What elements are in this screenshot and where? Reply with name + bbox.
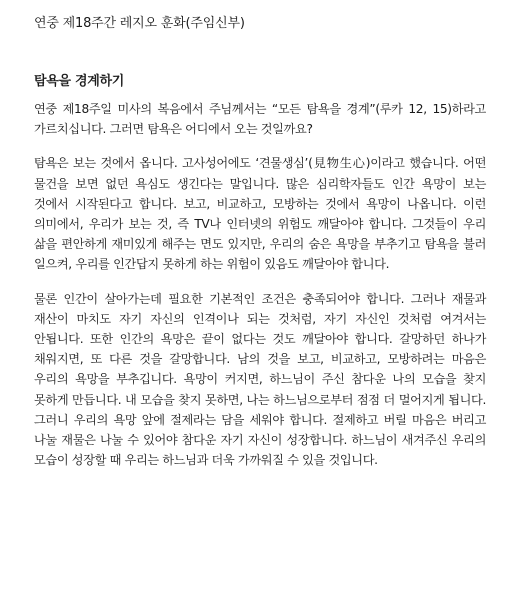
document-header: 연중 제18주간 레지오 훈화(주임신부) (34, 16, 245, 31)
paragraph-2: 탐욕은 보는 것에서 옵니다. 고사성어에도 ‘견물생심’(見物生心)이라고 했습니다. 어떤 물건을 보면 없던 욕심도 생긴다는 말입니다. 많은 심리학자들도 인간 욕망이 보는 것에서 시작된다고 합니다. 보고, 비교하고, 모방하는 것에서 욕망이 나옵니다. 이런 의미에서, 우리가 보는 것, 즉 TV나 인터넷의 위험도 깨달아야 합니다. 그것들이 우리 삶을 편안하게 재미있게 해주는 면도 있지만, 우리의 숨은 욕망을 부추기고 탐욕을 불러 일으켜, 우리를 인간답지 못하게 하는 위험이 있음도 깨달아야 합니다. (34, 156, 486, 272)
paragraph-3: 물론 인간이 살아가는데 필요한 기본적인 조건은 충족되어야 합니다. 그러나 재물과 재산이 마치도 자기 자신의 인격이나 되는 것처럼, 자기 자신인 것처럼 여겨서는 안됩니다. 또한 인간의 욕망은 끝이 없다는 것도 깨달아야 합니다. 갈망하던 하나가 채워지면, 또 다른 것을 갈망합니다. 남의 것을 보고, 비교하고, 모방하려는 마음은 우리의 욕망을 부추깁니다. 욕망이 커지면, 하느님이 주신 참다운 나의 모습을 찾지 못하게 만듭니다. 내 모습을 찾지 못하면, 나는 하느님으로부터 점점 더 멀어지게 됩니다. 그러니 우리의 욕망 앞에 절제라는 담을 세워야 합니다. 절제하고 버릴 마음은 버리고 나눌 재물은 나눌 수 있어야 참다운 자기 자신이 성장합니다. 하느님이 새겨주신 우리의 모습이 성장할 때 우리는 하느님과 더욱 가까워질 수 있을 것입니다. (34, 291, 486, 468)
document-title: 탐욕을 경계하기 (34, 74, 125, 89)
paragraph-1: 연중 제18주일 미사의 복음에서 주님께서는 “모든 탐욕을 경계”(루카 12, 15)하라고 가르치십니다. 그러면 탐욕은 어디에서 오는 것일까요? (34, 102, 486, 137)
document-body (34, 99, 486, 488)
